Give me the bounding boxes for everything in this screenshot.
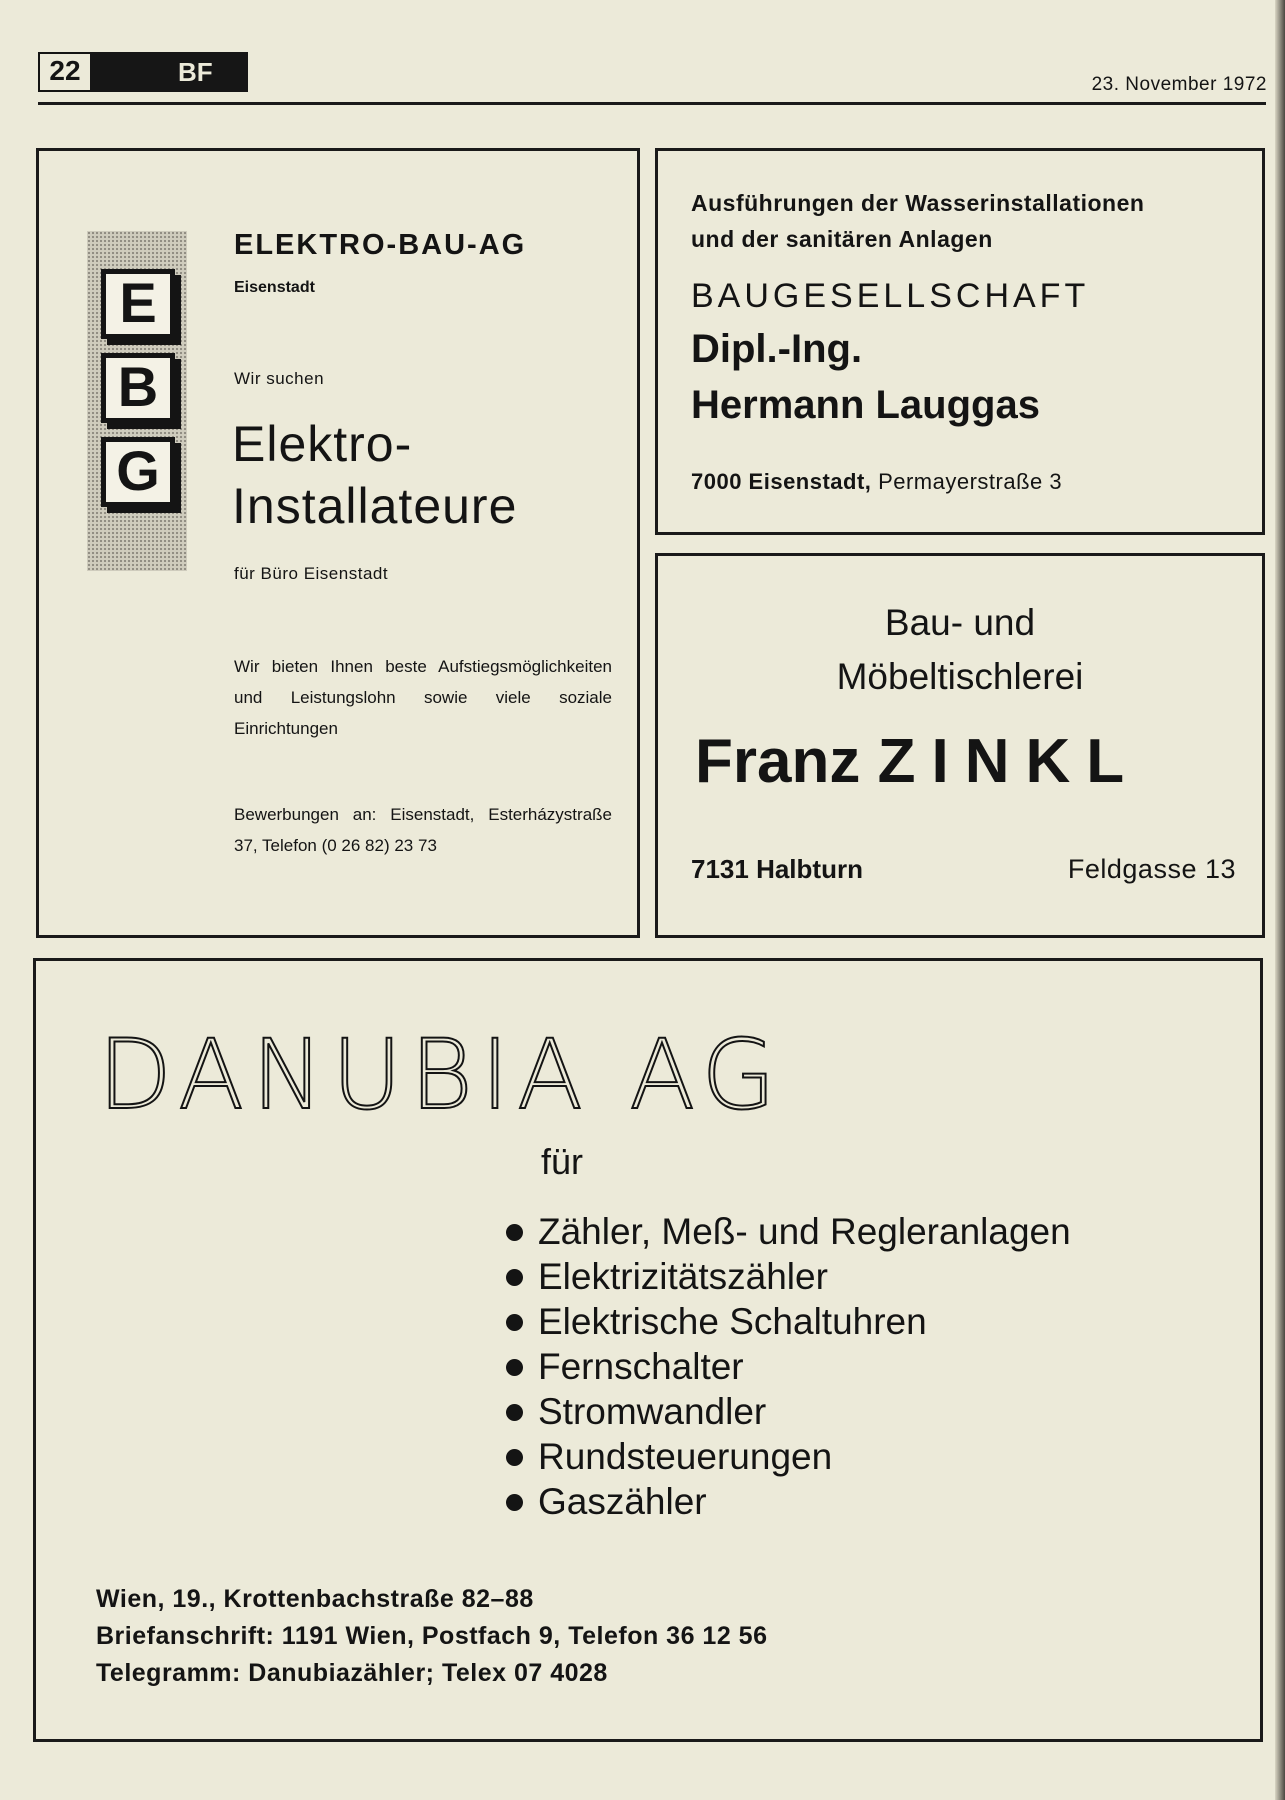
- danubia-contact-line-1: Wien, 19., Krottenbachstraße 82–88: [96, 1585, 534, 1613]
- product-item: Zähler, Meß- und Regleranlagen: [506, 1209, 1071, 1254]
- header-rule: [38, 102, 1266, 105]
- lauggas-headline-line-2: und der sanitären Anlagen: [691, 226, 993, 252]
- ebg-job-line-1: Elektro-: [232, 416, 413, 472]
- ad-zinkl: [655, 553, 1265, 938]
- logo-letter-g: G: [101, 437, 175, 507]
- ebg-city: Eisenstadt: [234, 279, 315, 296]
- ebg-apply-text: Bewerbungen an: Eisenstadt, Esterházystraße 37, Telefon (0 26 82) 23 73: [234, 805, 612, 855]
- product-item: Fernschalter: [506, 1344, 1071, 1389]
- lauggas-postal: 7000 Eisenstadt,: [691, 469, 872, 494]
- zinkl-last-name: ZINKL: [877, 727, 1141, 796]
- lauggas-company-type: BAUGESELLSCHAFT: [691, 277, 1090, 315]
- zinkl-street: Feldgasse 13: [1067, 854, 1236, 884]
- lauggas-street: Permayerstraße 3: [878, 469, 1063, 494]
- section-bar: [90, 52, 248, 92]
- section-label: BF: [178, 57, 213, 87]
- ebg-job-line-2: Installateure: [232, 478, 518, 534]
- page-number: 22: [38, 52, 92, 92]
- logo-letter-e: E: [101, 269, 175, 339]
- product-item: Elektrische Schaltuhren: [506, 1299, 1071, 1344]
- danubia-contact-line-3: Telegramm: Danubiazähler; Telex 07 4028: [96, 1659, 608, 1687]
- product-item: Elektrizitätszähler: [506, 1254, 1071, 1299]
- lauggas-address: [691, 469, 1062, 495]
- ebg-logo: [87, 231, 187, 571]
- danubia-contact: [96, 1581, 768, 1692]
- lauggas-owner-name: [691, 321, 1040, 433]
- ebg-company-name: ELEKTRO-BAU-AG: [234, 229, 527, 261]
- zinkl-trade-line-2: Möbeltischlerei: [836, 656, 1084, 697]
- lauggas-name-line-2: Hermann Lauggas: [691, 383, 1040, 427]
- danubia-contact-line-2: Briefanschrift: 1191 Wien, Postfach 9, Telefon 36 12 56: [96, 1622, 768, 1650]
- zinkl-trade-line-1: Bau- und: [884, 602, 1036, 643]
- zinkl-first-name: Franz: [695, 727, 861, 796]
- ebg-offer-text: Wir bieten Ihnen beste Aufstiegsmöglichkeiten und Leistungslohn sowie viele soziale Einrichtungen: [234, 657, 612, 738]
- ad-lauggas: [655, 148, 1265, 535]
- danubia-for-label: für: [541, 1141, 584, 1182]
- issue-date: 23. November 1972: [1091, 74, 1267, 95]
- ebg-location: für Büro Eisenstadt: [234, 564, 389, 583]
- lauggas-headline-line-1: Ausführungen der Wasserinstallationen: [691, 190, 1145, 216]
- zinkl-owner-name: [695, 726, 1140, 797]
- lauggas-headline: [691, 185, 1144, 257]
- ebg-intro: Wir suchen: [234, 369, 325, 388]
- product-item: Rundsteuerungen: [506, 1434, 1071, 1479]
- danubia-company-name: DANUBIA AG: [98, 1019, 784, 1131]
- ebg-job-title: [232, 413, 517, 537]
- danubia-product-list: [506, 1209, 1071, 1524]
- ad-danubia: [33, 958, 1263, 1742]
- logo-letter-b: B: [101, 353, 175, 423]
- page-edge-shadow: [1275, 0, 1285, 1800]
- product-item: Stromwandler: [506, 1389, 1071, 1434]
- zinkl-city: 7131 Halbturn: [691, 854, 863, 884]
- lauggas-name-line-1: Dipl.-Ing.: [691, 327, 863, 371]
- ad-elektro-bau-ag: [36, 148, 640, 938]
- zinkl-trade: [658, 596, 1262, 704]
- product-item: Gaszähler: [506, 1479, 1071, 1524]
